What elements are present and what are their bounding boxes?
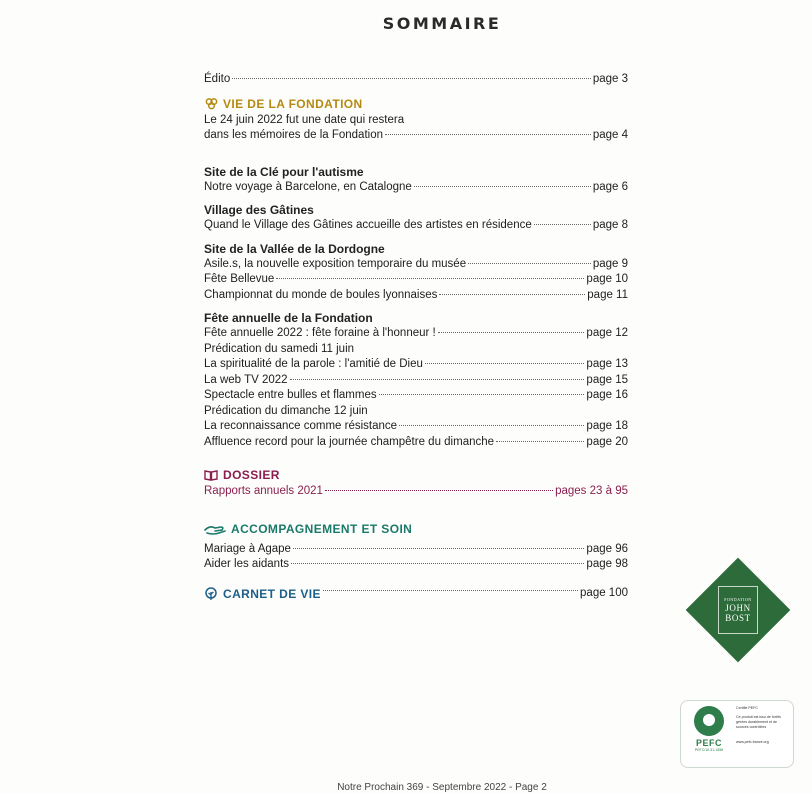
entry-page: page 9 [592,257,628,270]
toc-entry-dossier[interactable] [204,484,628,500]
section-heading-accompagnement [204,520,628,538]
dot-leader [385,134,591,135]
page-title: SOMMAIRE [382,14,502,33]
entry-page: page 96 [586,542,628,555]
pefc-mark [686,706,732,762]
section-heading-label: CARNET DE VIE [223,586,321,601]
pefc-desc: Ce produit est issu de forêts gérées durablement et de sources contrôlées [736,715,781,729]
page-footer: Notre Prochain 369 - Septembre 2022 - Page 2 [337,782,547,793]
entry-page: page 4 [592,129,628,141]
entry-title: Asile.s, la nouvelle exposition temporaire du musée [204,257,467,270]
dot-leader [534,224,591,225]
pefc-tree-icon [694,706,724,736]
toc-entry-carnet[interactable] [204,585,628,603]
predication-label: Prédication du samedi 11 juin [204,342,355,355]
pefc-word: PEFC [695,738,722,748]
section-heading-label: ACCOMPAGNEMENT ET SOIN [231,521,413,536]
fete-list-dimanche [204,419,628,450]
toc-entry[interactable] [204,419,628,435]
toc-entry[interactable] [204,542,628,558]
entry-title: Rapports annuels 2021 [204,485,323,497]
entry-page: page 10 [586,273,628,285]
toc-entry[interactable] [204,257,628,273]
dot-leader [323,590,578,591]
logo-line-3: BOST [725,613,751,623]
section-heading-carnet [204,585,321,603]
subsection-heading-dordogne: Site de la Vallée de la Dordogne [204,241,385,256]
table-of-contents [204,72,628,603]
pefc-cert: Certifié PEFC [736,706,758,710]
toc-entry[interactable] [204,288,628,304]
entry-title: Fête annuelle 2022 : fête foraine à l'honneur ! [204,327,436,339]
dot-leader [290,379,585,380]
tree-icon [204,587,218,601]
toc-entry-fete[interactable] [204,326,628,342]
entry-page: page 11 [587,288,628,301]
dot-leader [232,78,591,79]
accompagnement-list [204,542,628,573]
section-heading-dossier [204,466,628,484]
entry-title: Mariage à Agape [204,542,291,555]
dot-leader [293,548,584,549]
predication-label: Prédication du dimanche 12 juin [204,404,368,417]
pefc-label [680,700,794,768]
logo-box [718,586,758,634]
dot-leader [399,425,584,426]
section-heading-label: DOSSIER [223,468,280,482]
entry-page: page 12 [586,327,628,339]
entry-page: page 100 [580,586,628,599]
dot-leader [439,294,585,295]
entry-title: Spectacle entre bulles et flammes [204,389,377,401]
dot-leader [276,278,584,279]
entry-page: page 6 [592,180,628,193]
toc-entry-cle[interactable] [204,180,628,196]
pefc-sub: PEFC/10-31-1558 [694,748,724,752]
dordogne-list [204,257,628,304]
dot-leader [425,363,585,364]
dot-leader [325,490,553,491]
entry-title: Quand le Village des Gâtines accueille des artistes en résidence [204,219,532,231]
dot-leader [468,263,591,264]
entry-page: page 20 [586,435,628,448]
section-heading-label: VIE DE LA FONDATION [223,96,363,111]
logo-line-1: FONDATION [724,597,752,602]
dot-leader [379,394,585,395]
fete-list-samedi [204,357,628,404]
dot-leader [291,563,584,564]
entry-title: Fête Bellevue [204,273,275,285]
entry-page: page 8 [592,219,628,231]
toc-entry[interactable] [204,373,628,389]
entry-page: pages 23 à 95 [555,485,628,497]
entry-page: page 13 [586,358,628,370]
entry-title: Le 24 juin 2022 fut une date qui restera [204,113,405,126]
john-bost-logo [686,558,790,662]
entry-title: Championnat du monde de boules lyonnaises [204,288,438,301]
entry-title: dans les mémoires de la Fondation [204,129,383,141]
entry-title: Notre voyage à Barcelone, en Catalogne [204,180,412,193]
entry-page: page 98 [586,558,628,570]
hand-icon [204,522,226,536]
toc-entry[interactable] [204,388,628,404]
toc-entry[interactable] [204,357,628,373]
toc-entry[interactable] [204,557,628,573]
subsection-heading-cle: Site de la Clé pour l'autisme [204,164,364,179]
book-icon [204,468,218,482]
entry-title: La web TV 2022 [204,373,288,386]
entry-page: page 15 [586,373,628,386]
toc-entry-edito[interactable] [204,72,628,88]
subsection-heading-gatines: Village des Gâtines [204,203,314,217]
fondation-icon [204,97,218,111]
section-heading-vie [204,95,628,113]
logo-line-2: JOHN [725,603,751,613]
dot-leader [438,332,585,333]
dot-leader [414,186,591,187]
entry-page: page 18 [586,420,628,432]
entry-title: La reconnaissance comme résistance [204,420,398,432]
toc-entry[interactable] [204,272,628,288]
pefc-text [732,706,788,762]
entry-title: Édito [204,73,231,85]
entry-page: page 16 [586,389,628,401]
pefc-url: www.pefc-france.org [736,740,769,744]
entry-title: Affluence record pour la journée champêtre du dimanche [204,435,495,448]
toc-entry-gatines[interactable] [204,218,628,234]
entry-page: page 3 [592,73,628,85]
entry-title: Aider les aidants [204,558,290,570]
dot-leader [496,441,584,442]
toc-entry-vie[interactable] [204,128,628,144]
subsection-heading-fete: Fête annuelle de la Fondation [204,311,373,325]
entry-title: La spiritualité de la parole : l'amitié de Dieu [204,358,423,370]
toc-entry[interactable] [204,435,628,451]
